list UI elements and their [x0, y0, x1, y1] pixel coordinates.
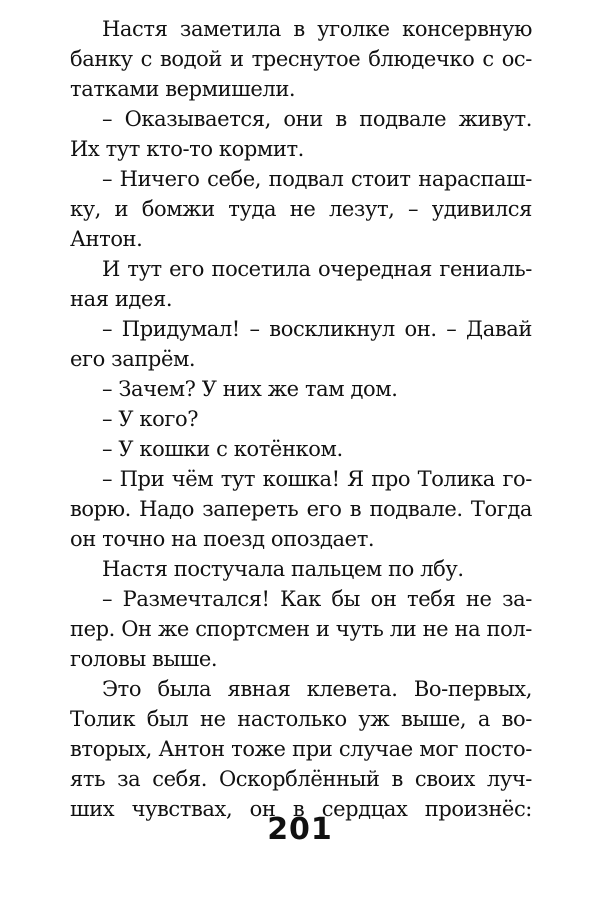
text-line: – Размечтался! Как бы он тебя не за- [102, 587, 532, 611]
text-line: – Придумал! – воскликнул он. – Давай [102, 317, 532, 341]
text-line: И тут его посетила очередная гениаль- [102, 257, 532, 281]
text-line: Настя заметила в уголке консервную [102, 17, 532, 41]
text-line: – У кошки с котёнком. [102, 437, 343, 461]
text-line: – Зачем? У них же там дом. [102, 377, 398, 401]
text-line: Это была явная клевета. Во-первых, [102, 677, 532, 701]
text-line: он точно на поезд опоздает. [70, 527, 375, 551]
text-line: – При чём тут кошка! Я про Толика го- [102, 467, 532, 491]
text-line: Антон. [70, 227, 143, 251]
text-line: ная идея. [70, 287, 173, 311]
text-line: – Оказывается, они в подвале живут. [102, 107, 532, 131]
text-line: – У кого? [102, 407, 199, 431]
page-number: 201 [267, 812, 333, 847]
body-text [70, 14, 532, 824]
text-line: Толик был не настолько уж выше, а во- [70, 707, 532, 731]
text-line: головы выше. [70, 647, 218, 671]
text-line: ворю. Надо запереть его в подвале. Тогда [70, 497, 532, 521]
text-line: Их тут кто-то кормит. [70, 137, 304, 161]
text-line: ших чувствах, он в сердцах произнёс: [70, 797, 532, 821]
text-line: – Ничего себе, подвал стоит нараспаш- [102, 167, 532, 191]
text-line: Настя постучала пальцем по лбу. [102, 557, 464, 581]
text-line: банку с водой и треснутое блюдечко с ос- [70, 47, 532, 71]
text-line: ку, и бомжи туда не лезут, – удивился [70, 197, 532, 221]
text-line: ять за себя. Оскорблённый в своих луч- [70, 767, 532, 791]
text-line: его запрём. [70, 347, 196, 371]
text-line: вторых, Антон тоже при случае мог посто- [70, 737, 532, 761]
text-line: пер. Он же спортсмен и чуть ли не на пол- [70, 617, 532, 641]
text-line: татками вермишели. [70, 77, 296, 101]
